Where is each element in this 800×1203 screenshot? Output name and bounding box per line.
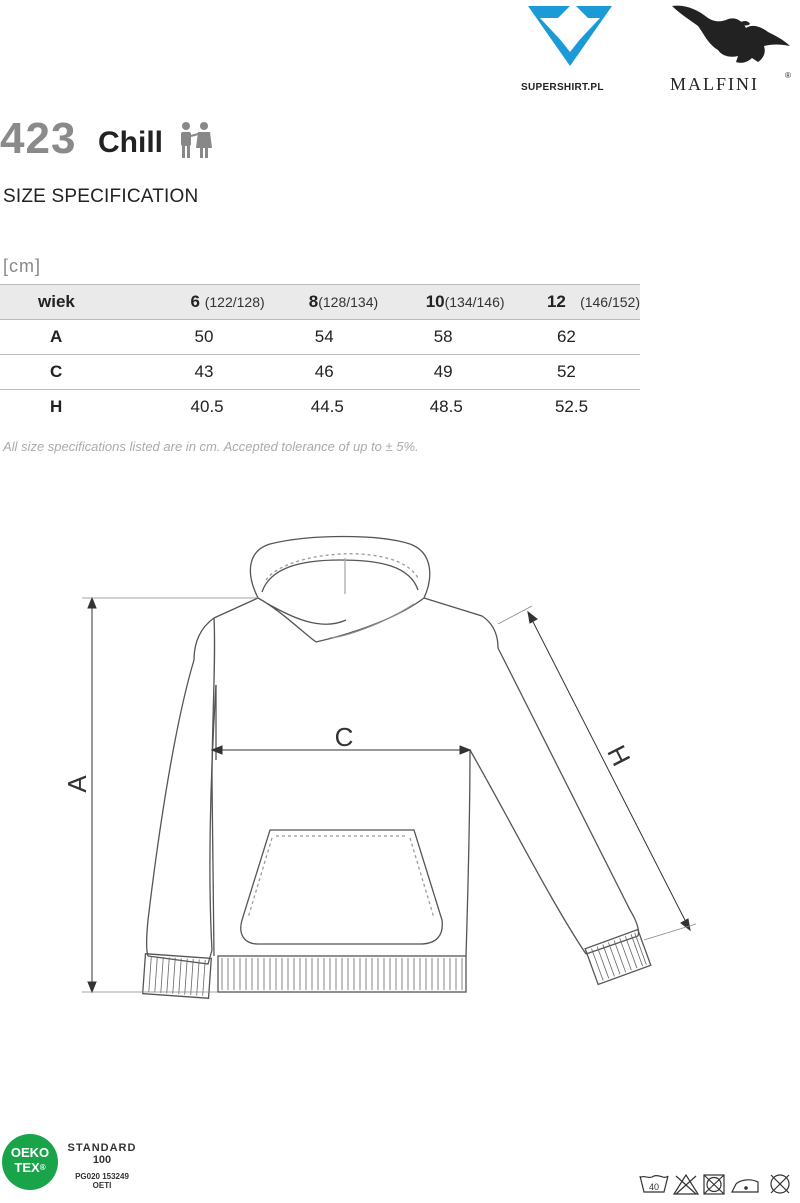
column-header: 6 (122/128)	[191, 285, 309, 320]
section-title: SIZE SPECIFICATION	[3, 186, 199, 207]
oeko-standard-block	[66, 1142, 138, 1190]
tolerance-note: All size specifications listed are in cm. Accepted tolerance of up to ± 5%.	[3, 439, 419, 454]
iron-low-icon	[732, 1180, 758, 1192]
table-cell: 52	[547, 355, 640, 390]
corner-label: wiek	[0, 285, 191, 320]
supershirt-wordmark: SUPERSHIRT.PL	[521, 82, 604, 93]
column-header: 8(128/134)	[309, 285, 426, 320]
no-tumble-dry-icon	[704, 1175, 724, 1194]
care-symbols	[638, 1172, 798, 1200]
table-cell: 48.5	[429, 397, 463, 416]
dimension-label-c: C	[334, 722, 354, 752]
table-header-row	[0, 285, 640, 320]
supershirt-diamond-icon	[518, 0, 622, 70]
standard-number: 100	[92, 1154, 112, 1166]
registered-mark: ®	[785, 71, 791, 80]
table-cell: 44.5	[310, 397, 344, 416]
tex-text: TEX®	[14, 1160, 46, 1175]
table-cell: 46	[309, 355, 426, 390]
unit-label: [cm]	[3, 256, 41, 276]
table-cell: 50	[191, 320, 309, 355]
svg-text:40: 40	[648, 1182, 660, 1192]
dimension-label-a: A	[62, 775, 92, 793]
table-cell: 54	[309, 320, 426, 355]
row-label: C	[0, 355, 191, 390]
column-header: 10(134/146)	[426, 285, 547, 320]
malfini-wordmark: MALFINI	[670, 74, 759, 94]
eagle-icon	[668, 0, 792, 70]
kids-icon	[178, 120, 214, 160]
table-cell: 49	[426, 355, 547, 390]
table-row	[0, 355, 640, 390]
dimension-label-h: H	[601, 740, 637, 771]
table-cell: 58	[426, 320, 547, 355]
column-header: 12 (146/152)	[547, 285, 640, 320]
size-table	[0, 284, 640, 424]
model-name: Chill	[98, 126, 163, 159]
certificate-institute: OETI	[92, 1181, 112, 1190]
standard-label: STANDARD	[67, 1142, 137, 1154]
supershirt-logo	[518, 0, 622, 100]
no-bleach-icon	[674, 1175, 698, 1194]
table-cell: 52.5	[554, 397, 589, 416]
oeko-text: OEKO	[10, 1145, 50, 1160]
row-label: A	[0, 320, 191, 355]
table-row	[0, 390, 640, 425]
oeko-tex-logo	[2, 1134, 58, 1190]
wash-40-icon	[640, 1176, 668, 1192]
hoodie-diagram	[0, 520, 800, 1000]
certificate-code: PG020 153249	[75, 1172, 129, 1181]
model-number: 423	[0, 114, 77, 163]
table-row	[0, 320, 640, 355]
table-cell: 62	[547, 320, 640, 355]
malfini-logo	[668, 0, 798, 100]
table-cell: 40.5	[190, 397, 224, 416]
row-label: H	[50, 397, 63, 416]
table-cell: 43	[191, 355, 309, 390]
no-dry-clean-icon	[771, 1175, 789, 1193]
